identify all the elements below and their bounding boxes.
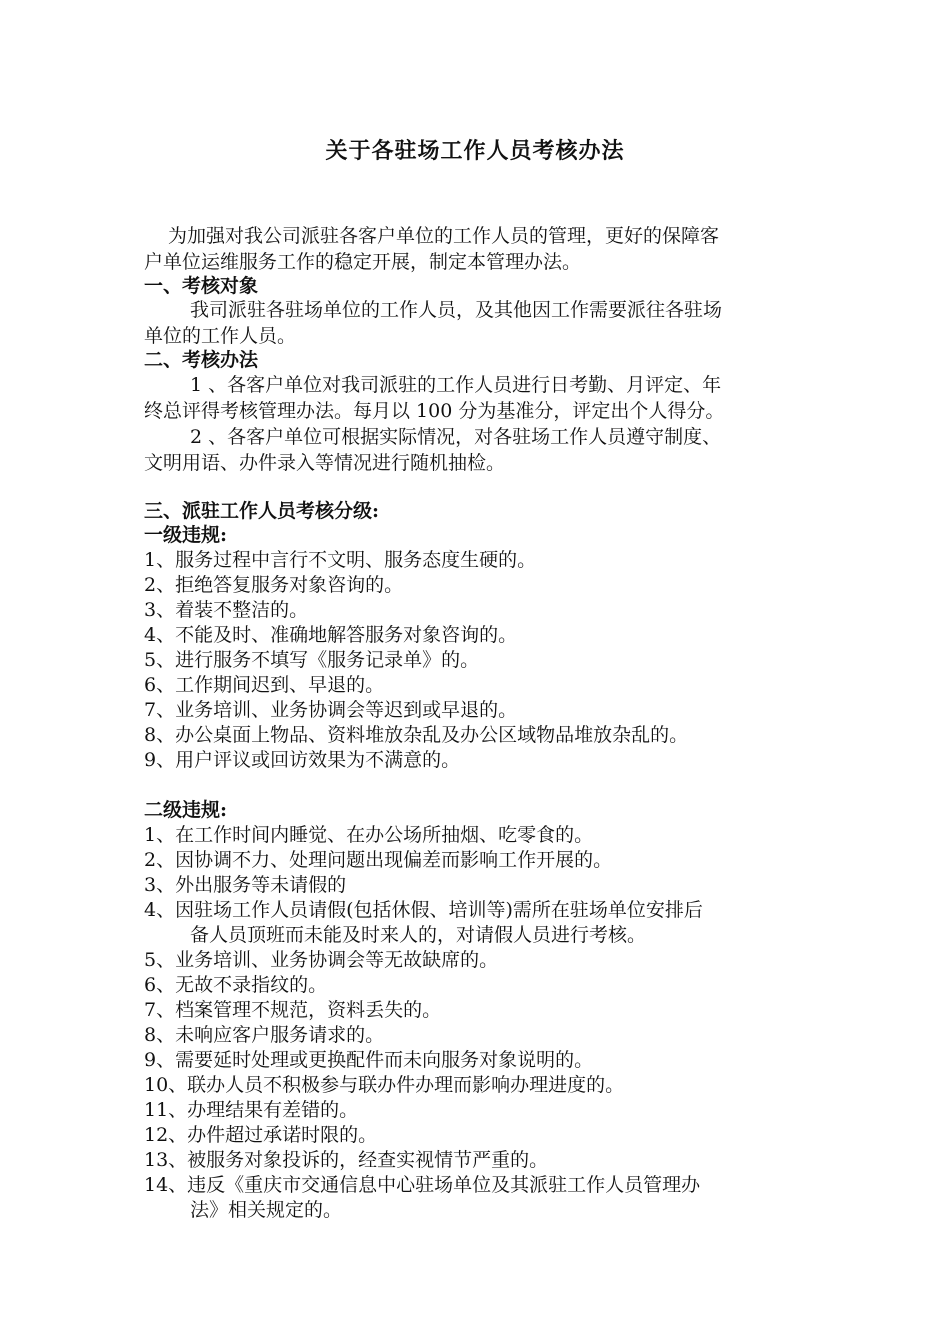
list-item: 2、拒绝答复服务对象咨询的。 — [144, 574, 404, 596]
intro-line: 户单位运维服务工作的稳定开展，制定本管理办法。 — [144, 251, 582, 273]
list-item: 7、业务培训、业务协调会等迟到或早退的。 — [144, 699, 518, 721]
document-title: 关于各驻场工作人员考核办法 — [325, 138, 625, 164]
list-item: 12、办件超过承诺时限的。 — [144, 1124, 378, 1146]
list-item-continuation: 备人员顶班而未能及时来人的，对请假人员进行考核。 — [190, 924, 647, 946]
list-item: 9、用户评议或回访效果为不满意的。 — [144, 749, 461, 771]
list-item: 14、违反《重庆市交通信息中心驻场单位及其派驻工作人员管理办 — [144, 1174, 701, 1196]
list-item: 8、未响应客户服务请求的。 — [144, 1024, 385, 1046]
list-item: 13、被服务对象投诉的，经查实视情节严重的。 — [144, 1149, 549, 1171]
list-item: 4、不能及时、准确地解答服务对象咨询的。 — [144, 624, 518, 646]
section-heading: 三、派驻工作人员考核分级: — [144, 500, 380, 522]
list-item: 5、业务培训、业务协调会等无故缺席的。 — [144, 949, 499, 971]
method-item: 文明用语、办件录入等情况进行随机抽检。 — [144, 452, 506, 474]
list-item: 11、办理结果有差错的。 — [144, 1099, 359, 1121]
list-item: 3、外出服务等未请假的 — [144, 874, 347, 896]
list-item: 6、无故不录指纹的。 — [144, 974, 328, 996]
list-item: 2、因协调不力、处理问题出现偏差而影响工作开展的。 — [144, 849, 613, 871]
list-item: 3、着装不整洁的。 — [144, 599, 309, 621]
level-heading: 一级违规: — [144, 524, 228, 546]
list-item: 8、办公桌面上物品、资料堆放杂乱及办公区域物品堆放杂乱的。 — [144, 724, 689, 746]
method-item: 1 、各客户单位对我司派驻的工作人员进行日考勤、月评定、年 — [190, 374, 722, 396]
section-heading: 一、考核对象 — [144, 275, 259, 297]
list-item: 1、服务过程中言行不文明、服务态度生硬的。 — [144, 549, 537, 571]
list-item: 10、联办人员不积极参与联办件办理而影响办理进度的。 — [144, 1074, 625, 1096]
section-text: 我司派驻各驻场单位的工作人员，及其他因工作需要派往各驻场 — [190, 299, 723, 321]
list-item: 6、工作期间迟到、早退的。 — [144, 674, 385, 696]
method-item: 2 、各客户单位可根据实际情况，对各驻场工作人员遵守制度、 — [190, 426, 722, 448]
method-item: 终总评得考核管理办法。每月以 100 分为基准分，评定出个人得分。 — [144, 400, 725, 422]
list-item: 1、在工作时间内睡觉、在办公场所抽烟、吃零食的。 — [144, 824, 594, 846]
list-item-continuation: 法》相关规定的。 — [190, 1199, 343, 1221]
list-item: 5、进行服务不填写《服务记录单》的。 — [144, 649, 480, 671]
list-item: 9、需要延时处理或更换配件而未向服务对象说明的。 — [144, 1049, 594, 1071]
section-heading: 二、考核办法 — [144, 349, 259, 371]
intro-line: 为加强对我公司派驻各客户单位的工作人员的管理，更好的保障客 — [168, 225, 720, 247]
list-item: 7、档案管理不规范，资料丢失的。 — [144, 999, 442, 1021]
level-heading: 二级违规: — [144, 799, 228, 821]
section-text: 单位的工作人员。 — [144, 325, 297, 347]
list-item: 4、因驻场工作人员请假(包括休假、培训等)需所在驻场单位安排后 — [144, 899, 703, 921]
